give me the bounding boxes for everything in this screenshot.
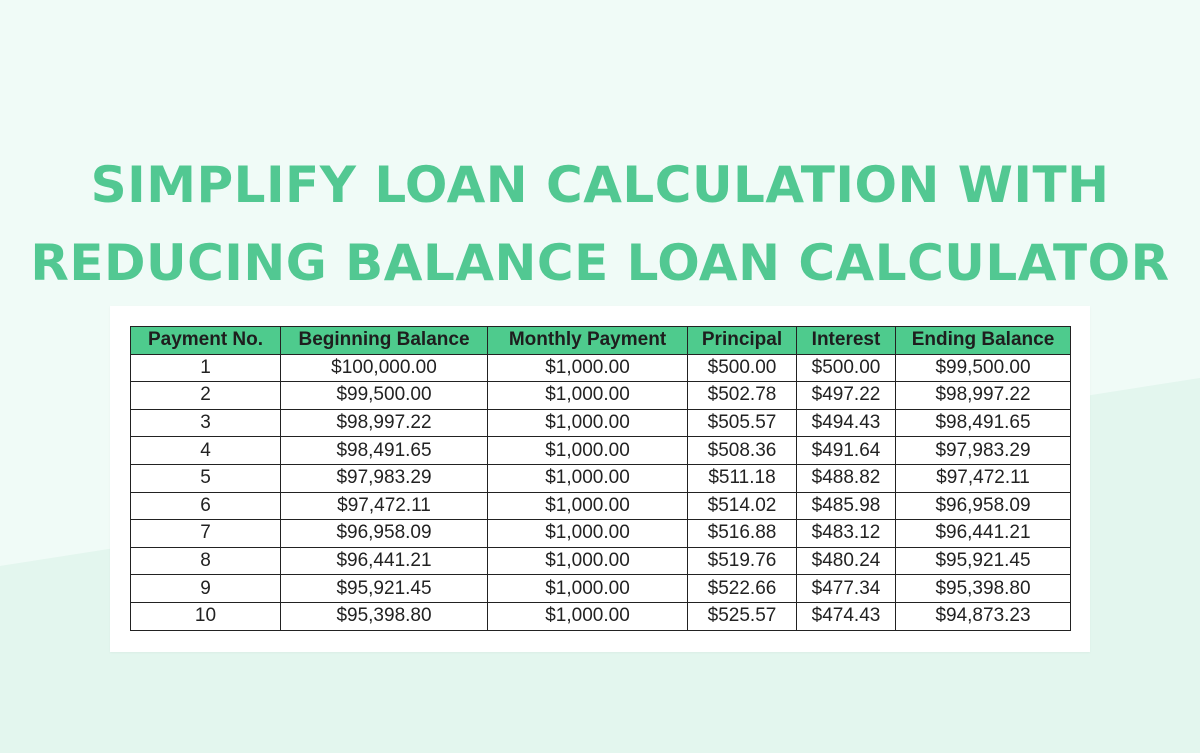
principal-cell: $511.18 (688, 464, 797, 492)
table-row (131, 575, 1071, 603)
principal-cell: $502.78 (688, 382, 797, 410)
beginning-balance-cell: $97,983.29 (281, 464, 488, 492)
page-title (0, 146, 1200, 302)
table-row (131, 492, 1071, 520)
ending-balance-cell: $97,472.11 (896, 464, 1071, 492)
table-row (131, 520, 1071, 548)
interest-cell: $485.98 (797, 492, 896, 520)
table-row (131, 382, 1071, 410)
header-interest: Interest (797, 327, 896, 355)
monthly-payment-cell: $1,000.00 (488, 437, 688, 465)
ending-balance-cell: $96,958.09 (896, 492, 1071, 520)
payment-no-cell: 4 (131, 437, 281, 465)
principal-cell: $522.66 (688, 575, 797, 603)
principal-cell: $505.57 (688, 409, 797, 437)
beginning-balance-cell: $97,472.11 (281, 492, 488, 520)
header-ending-balance: Ending Balance (896, 327, 1071, 355)
monthly-payment-cell: $1,000.00 (488, 464, 688, 492)
interest-cell: $488.82 (797, 464, 896, 492)
beginning-balance-cell: $98,491.65 (281, 437, 488, 465)
table-body (131, 354, 1071, 630)
interest-cell: $494.43 (797, 409, 896, 437)
ending-balance-cell: $98,997.22 (896, 382, 1071, 410)
principal-cell: $525.57 (688, 602, 797, 630)
title-line-1: SIMPLIFY LOAN CALCULATION WITH (90, 155, 1110, 214)
payment-no-cell: 7 (131, 520, 281, 548)
principal-cell: $519.76 (688, 547, 797, 575)
header-payment-no: Payment No. (131, 327, 281, 355)
beginning-balance-cell: $99,500.00 (281, 382, 488, 410)
beginning-balance-cell: $100,000.00 (281, 354, 488, 382)
interest-cell: $500.00 (797, 354, 896, 382)
header-principal: Principal (688, 327, 797, 355)
table-card (110, 306, 1090, 652)
ending-balance-cell: $96,441.21 (896, 520, 1071, 548)
interest-cell: $474.43 (797, 602, 896, 630)
payment-no-cell: 8 (131, 547, 281, 575)
header-row (131, 327, 1071, 355)
table-row (131, 547, 1071, 575)
monthly-payment-cell: $1,000.00 (488, 575, 688, 603)
monthly-payment-cell: $1,000.00 (488, 520, 688, 548)
amortization-table (130, 326, 1071, 631)
header-beginning-balance: Beginning Balance (281, 327, 488, 355)
payment-no-cell: 6 (131, 492, 281, 520)
ending-balance-cell: $99,500.00 (896, 354, 1071, 382)
beginning-balance-cell: $98,997.22 (281, 409, 488, 437)
monthly-payment-cell: $1,000.00 (488, 547, 688, 575)
interest-cell: $491.64 (797, 437, 896, 465)
monthly-payment-cell: $1,000.00 (488, 354, 688, 382)
table-row (131, 409, 1071, 437)
interest-cell: $483.12 (797, 520, 896, 548)
interest-cell: $480.24 (797, 547, 896, 575)
payment-no-cell: 9 (131, 575, 281, 603)
table-row (131, 602, 1071, 630)
ending-balance-cell: $95,398.80 (896, 575, 1071, 603)
beginning-balance-cell: $95,398.80 (281, 602, 488, 630)
principal-cell: $514.02 (688, 492, 797, 520)
monthly-payment-cell: $1,000.00 (488, 602, 688, 630)
payment-no-cell: 10 (131, 602, 281, 630)
ending-balance-cell: $97,983.29 (896, 437, 1071, 465)
table-row (131, 354, 1071, 382)
principal-cell: $500.00 (688, 354, 797, 382)
beginning-balance-cell: $95,921.45 (281, 575, 488, 603)
payment-no-cell: 3 (131, 409, 281, 437)
monthly-payment-cell: $1,000.00 (488, 409, 688, 437)
beginning-balance-cell: $96,441.21 (281, 547, 488, 575)
interest-cell: $477.34 (797, 575, 896, 603)
payment-no-cell: 2 (131, 382, 281, 410)
beginning-balance-cell: $96,958.09 (281, 520, 488, 548)
principal-cell: $516.88 (688, 520, 797, 548)
ending-balance-cell: $98,491.65 (896, 409, 1071, 437)
table-header (131, 327, 1071, 355)
interest-cell: $497.22 (797, 382, 896, 410)
title-line-2: REDUCING BALANCE LOAN CALCULATOR (30, 233, 1170, 292)
ending-balance-cell: $94,873.23 (896, 602, 1071, 630)
monthly-payment-cell: $1,000.00 (488, 382, 688, 410)
payment-no-cell: 1 (131, 354, 281, 382)
monthly-payment-cell: $1,000.00 (488, 492, 688, 520)
ending-balance-cell: $95,921.45 (896, 547, 1071, 575)
principal-cell: $508.36 (688, 437, 797, 465)
header-monthly-payment: Monthly Payment (488, 327, 688, 355)
table-row (131, 464, 1071, 492)
payment-no-cell: 5 (131, 464, 281, 492)
table-row (131, 437, 1071, 465)
